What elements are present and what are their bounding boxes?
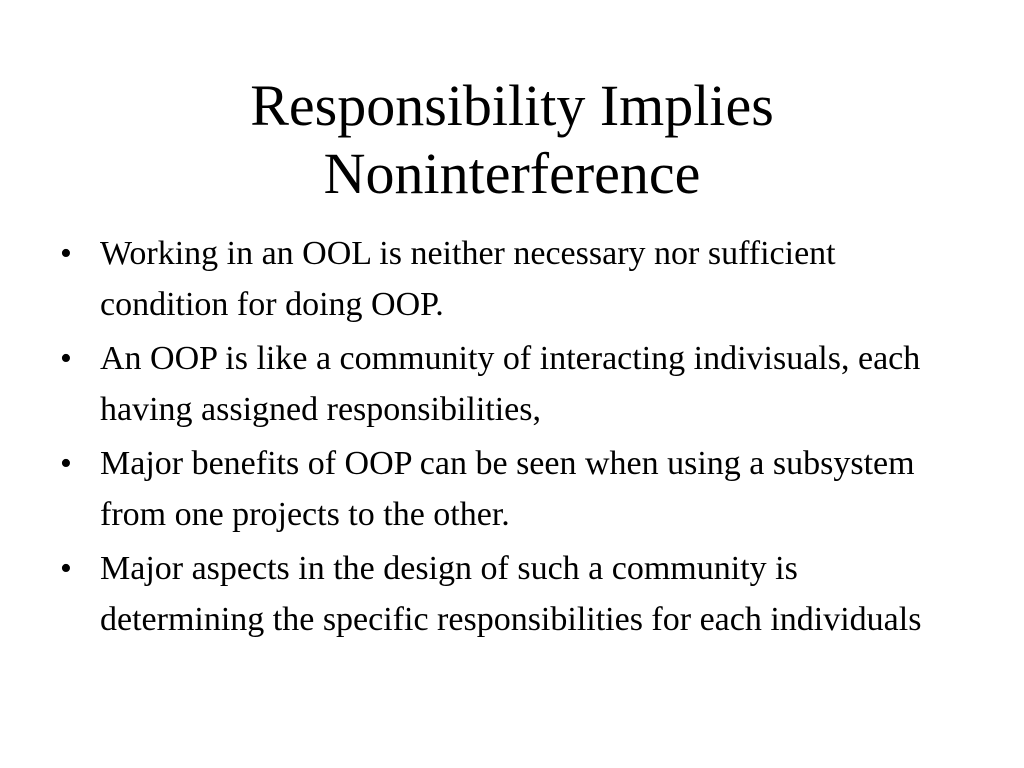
bullet-dot-icon: • xyxy=(60,445,72,482)
bullet-text: Major benefits of OOP can be seen when using a subsystem from one projects to the other. xyxy=(100,445,915,533)
bullet-dot-icon: • xyxy=(60,340,72,377)
bullet-list xyxy=(58,228,958,648)
bullet-item xyxy=(58,228,958,330)
bullet-text: Working in an OOL is neither necessary nor sufficient condition for doing OOP. xyxy=(100,235,836,323)
bullet-text: An OOP is like a community of interacting indivisuals, each having assigned responsibilities, xyxy=(100,340,921,428)
title-line-1: Responsibility Implies xyxy=(250,73,774,138)
bullet-text: Major aspects in the design of such a community is determining the specific responsibilities for each individuals xyxy=(100,550,922,638)
slide-title xyxy=(0,72,1024,208)
bullet-dot-icon: • xyxy=(60,550,72,587)
title-line-2: Noninterference xyxy=(323,141,701,206)
bullet-dot-icon: • xyxy=(60,235,72,272)
bullet-item xyxy=(58,543,958,645)
bullet-item xyxy=(58,438,958,540)
bullet-item xyxy=(58,333,958,435)
